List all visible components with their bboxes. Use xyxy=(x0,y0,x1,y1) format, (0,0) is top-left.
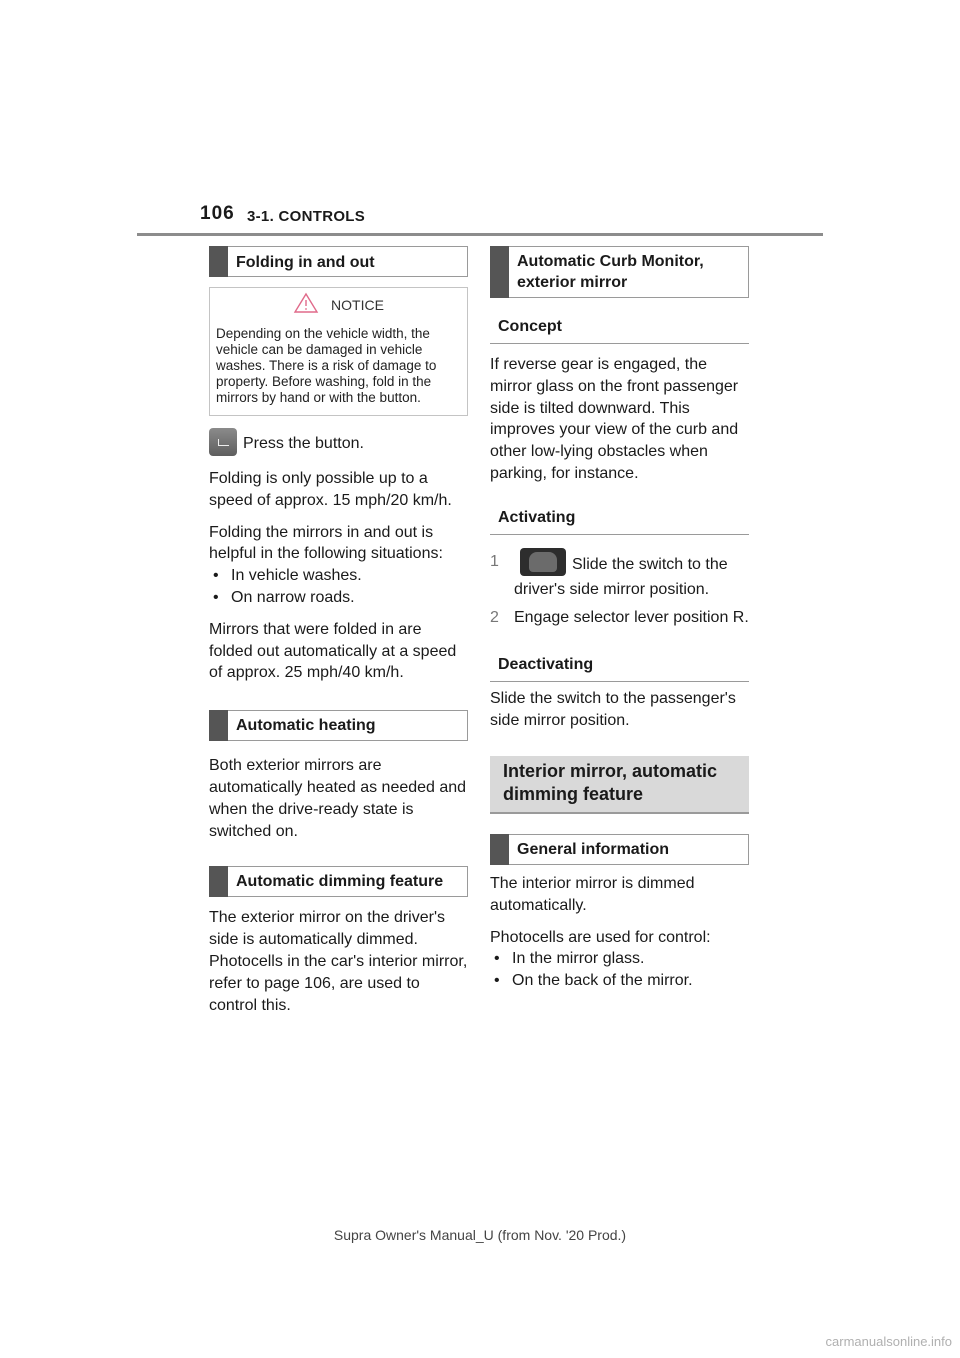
warning-triangle-icon xyxy=(293,292,319,319)
left-column xyxy=(209,246,468,1016)
situations-list xyxy=(209,565,468,609)
heading-folding: Folding in and out xyxy=(209,246,468,277)
heading-curb-monitor: Automatic Curb Monitor, exterior mirror xyxy=(490,246,749,298)
list-item: • On the back of the mirror. xyxy=(490,970,749,992)
photocells-list xyxy=(490,948,749,992)
footer-text: Supra Owner's Manual_U (from Nov. '20 Prod.) xyxy=(333,1227,627,1243)
heading-general-info: General information xyxy=(490,834,749,865)
heading-deactivating: Deactivating xyxy=(490,644,749,682)
step-text: Slide the switch to the driver's side mirror position. xyxy=(514,556,728,598)
watermark: carmanualsonline.info xyxy=(825,1334,952,1349)
step-text: Engage selector lever position R. xyxy=(514,608,749,626)
mirror-switch-icon xyxy=(520,548,566,576)
notice-label: NOTICE xyxy=(331,297,384,313)
heading-heating: Automatic heating xyxy=(209,710,468,741)
notice-box xyxy=(209,287,468,416)
heading-concept: Concept xyxy=(490,306,749,344)
list-item: • In vehicle washes. xyxy=(209,565,468,587)
step-1 xyxy=(490,551,749,601)
page-number: 106 xyxy=(200,203,235,224)
step-2 xyxy=(490,607,749,629)
right-column xyxy=(490,246,749,992)
photocells-text: Photocells are used for control: xyxy=(490,928,711,946)
heading-activating: Activating xyxy=(490,497,749,535)
helpful-text: Folding the mirrors in and out is helpful in the following situations: xyxy=(209,523,443,563)
mirror-fold-button-icon xyxy=(209,428,237,456)
dimmed-text: The interior mirror is dimmed automatically. xyxy=(490,874,695,914)
heading-dimming: Automatic dimming feature xyxy=(209,866,468,897)
notice-text: Depending on the vehicle width, the vehicle can be damaged in vehicle washes. There is a risk of damage to property. Before washing, fold in the mirrors by hand or with the button. xyxy=(216,326,437,405)
step-number: 1 xyxy=(490,552,499,570)
concept-text: If reverse gear is engaged, the mirror glass on the front passenger side is tilted downward. This improves your view of the curb and other low-lying obstacles when parking, for instance. xyxy=(490,356,739,482)
section-label: 3-1. CONTROLS xyxy=(247,208,366,225)
folded-out-text: Mirrors that were folded in are folded out automatically at a speed of approx. 25 mph/40 km/h. xyxy=(209,620,457,682)
header-rule xyxy=(137,233,823,236)
list-item: • On narrow roads. xyxy=(209,587,468,609)
heading-interior-mirror: Interior mirror, automatic dimming feature xyxy=(490,756,749,814)
dimming-text: The exterior mirror on the driver's side is automatically dimmed. Photocells in the car's interior mirror, refer to page 106, are used to control this. xyxy=(209,909,468,1014)
press-button-line xyxy=(209,430,468,458)
press-button-text: Press the button. xyxy=(243,435,364,453)
list-item: • In the mirror glass. xyxy=(490,948,749,970)
deactivating-text: Slide the switch to the passenger's side mirror position. xyxy=(490,690,736,730)
step-number: 2 xyxy=(490,608,499,626)
folding-speed-text: Folding is only possible up to a speed of approx. 15 mph/20 km/h. xyxy=(209,470,452,509)
heating-text: Both exterior mirrors are automatically heated as needed and when the drive-ready state is switched on. xyxy=(209,757,467,840)
